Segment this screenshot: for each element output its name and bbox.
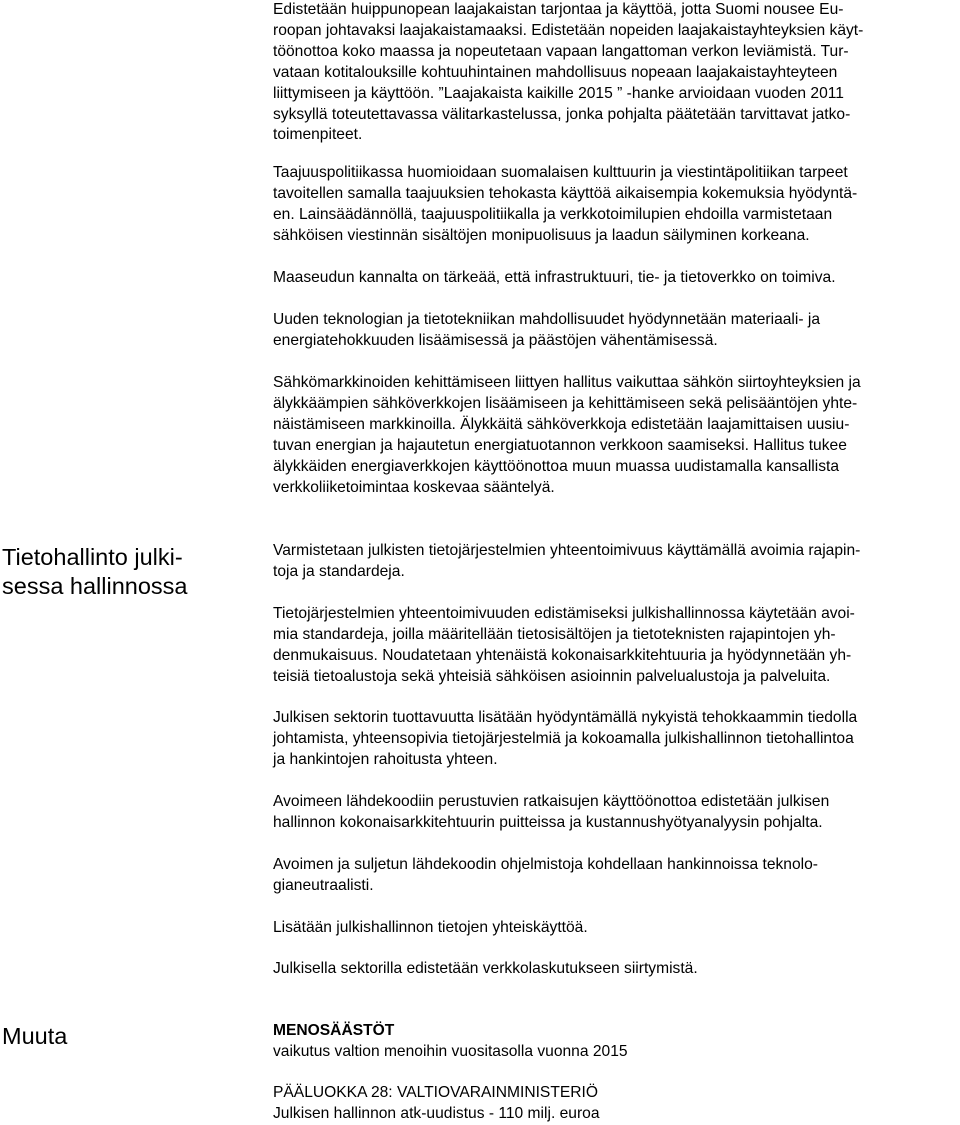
text-line: hallinnon kokonaisarkkitehtuurin puitteissa ja kustannushyötyanalyysin pohjalta. (273, 813, 823, 831)
section-heading-tietohallinto (2, 543, 264, 601)
text-line: roopan johtavaksi laajakaistamaaksi. Edistetään nopeiden laajakaistayhteyksien käyt- (273, 21, 864, 39)
text-line: syksyllä toteutettavassa välitarkastelussa, jonka pohjalta päätetään tarvittavat jatko- (273, 105, 851, 123)
text-line: verkkoliiketoimintaa koskevaa sääntelyä. (273, 478, 555, 496)
text-line: en. Lainsäädännöllä, taajuuspolitiikalla ja verkkotoimilupien ehdoilla varmistetaan (273, 205, 833, 223)
paragraph-e-invoicing (273, 959, 957, 980)
paragraph-frequency-policy (273, 163, 957, 247)
section-heading-muuta (2, 1022, 264, 1051)
text-line: älykkäiden energiaverkkojen käyttöönottoa muun muassa uudistamalla kansallista (273, 457, 840, 475)
text-line: Julkisella sektorilla edistetään verkkolaskutukseen siirtymistä. (273, 960, 698, 977)
paragraph-electricity-markets (273, 373, 957, 498)
heading-line: Muuta (2, 1023, 68, 1049)
paragraph-productivity (273, 708, 957, 771)
text-line: Tietojärjestelmien yhteentoimivuuden edistämiseksi julkishallinnossa käytetään avoi- (273, 605, 855, 622)
text-line: Maaseudun kannalta on tärkeää, että infrastruktuuri, tie- ja tietoverkko on toimiva. (273, 269, 836, 286)
text-line: Avoimen ja suljetun lähdekoodin ohjelmistoja kohdellaan hankinnoissa teknolo- (273, 856, 818, 873)
text-line: tuvan energian ja hajautetun energiatuotannon verkkoon saamiseksi. Hallitus tukee (273, 436, 847, 454)
text-line: tavoitellen samalla taajuuksien tehokasta käyttöä aikaisempia kokemuksia hyödyntä- (273, 184, 858, 202)
text-line: johtamista, yhteensopivia tietojärjestelmiä ja kokoamalla julkishallinnon tietohallintoa (273, 729, 854, 747)
text-line: Lisätään julkishallinnon tietojen yhteiskäyttöä. (273, 919, 588, 936)
heading-line: Tietohallinto julki- (2, 544, 183, 570)
paragraph-data-sharing (273, 918, 957, 939)
text-line: sähköisen viestinnän sisältöjen monipuolisuus ja laadun säilyminen korkeana. (273, 226, 810, 244)
text-line: Edistetään huippunopean laajakaistan tarjontaa ja käyttöä, jotta Suomi nousee Eu- (273, 1, 844, 18)
heading-line: sessa hallinnossa (2, 573, 188, 599)
text-line: näistämiseen markkinoilla. Älykkäitä sähköverkkoja edistetään laajamittaisen uusiu- (273, 415, 850, 433)
text-line: liittymiseen ja käyttöön. ”Laajakaista kaikille 2015 ” -hanke arvioidaan vuoden 2011 (273, 84, 844, 102)
savings-title: MENOSÄÄSTÖT (273, 1022, 395, 1039)
paragraph-new-technology (273, 310, 957, 352)
paragraph-technology-neutral (273, 855, 957, 897)
text-line: toimenpiteet. (273, 126, 363, 144)
text-line: älykkäämpien sähköverkkojen lisäämiseen ja kehittämiseen sekä pelisääntöjen yhte- (273, 394, 858, 412)
paragraph-open-standards (273, 604, 957, 688)
main-class-item: Julkisen hallinnon atk-uudistus - 110 milj. euroa (273, 1104, 600, 1122)
text-line: Avoimeen lähdekoodiin perustuvien ratkaisujen käyttöönottoa edistetään julkisen (273, 793, 830, 810)
text-line: denmukaisuus. Noudatetaan yhtenäistä kokonaisarkkitehtuuria ja hyödynnetään yh- (273, 646, 852, 664)
text-line: Sähkömarkkinoiden kehittämiseen liittyen hallitus vaikuttaa sähkön siirtoyhteyksien ja (273, 374, 861, 391)
text-line: Julkisen sektorin tuottavuutta lisätään hyödyntämällä nykyistä tehokkaammin tiedolla (273, 709, 858, 726)
text-line: ja hankintojen rahoitusta yhteen. (273, 750, 498, 768)
paragraph-broadband (273, 0, 957, 146)
text-line: energiatehokkuuden lisäämisessä ja päästöjen vähentämisessä. (273, 331, 718, 349)
text-line: töönottoa koko maassa ja nopeutetaan vapaan langattoman verkon leviämistä. Tur- (273, 42, 849, 60)
text-line: Uuden teknologian ja tietotekniikan mahdollisuudet hyödynnetään materiaali- ja (273, 311, 820, 328)
savings-description: vaikutus valtion menoihin vuositasolla vuonna 2015 (273, 1042, 628, 1060)
savings-block (273, 1021, 957, 1063)
paragraph-rural-infrastructure (273, 268, 957, 289)
text-line: Taajuuspolitiikassa huomioidaan suomalaisen kulttuurin ja viestintäpolitiikan tarpeet (273, 164, 848, 181)
main-class-block (273, 1083, 957, 1125)
text-line: mia standardeja, joilla määritellään tietosisältöjen ja tietoteknisten rajapintojen yh- (273, 625, 836, 643)
paragraph-interoperability (273, 541, 957, 583)
paragraph-open-source (273, 792, 957, 834)
main-class-title: PÄÄLUOKKA 28: VALTIOVARAINMINISTERIÖ (273, 1084, 598, 1101)
text-line: Varmistetaan julkisten tietojärjestelmien yhteentoimivuus käyttämällä avoimia rajapin- (273, 542, 861, 559)
text-line: toja ja standardeja. (273, 562, 405, 580)
text-line: teisiä tietoalustoja sekä yhteisiä sähköisen asioinnin palvelualustoja ja palveluita. (273, 667, 831, 685)
text-line: vataan kotitalouksille kohtuuhintainen mahdollisuus nopeaan laajakaistayhteyteen (273, 63, 838, 81)
text-line: gianeutraalisti. (273, 876, 374, 894)
